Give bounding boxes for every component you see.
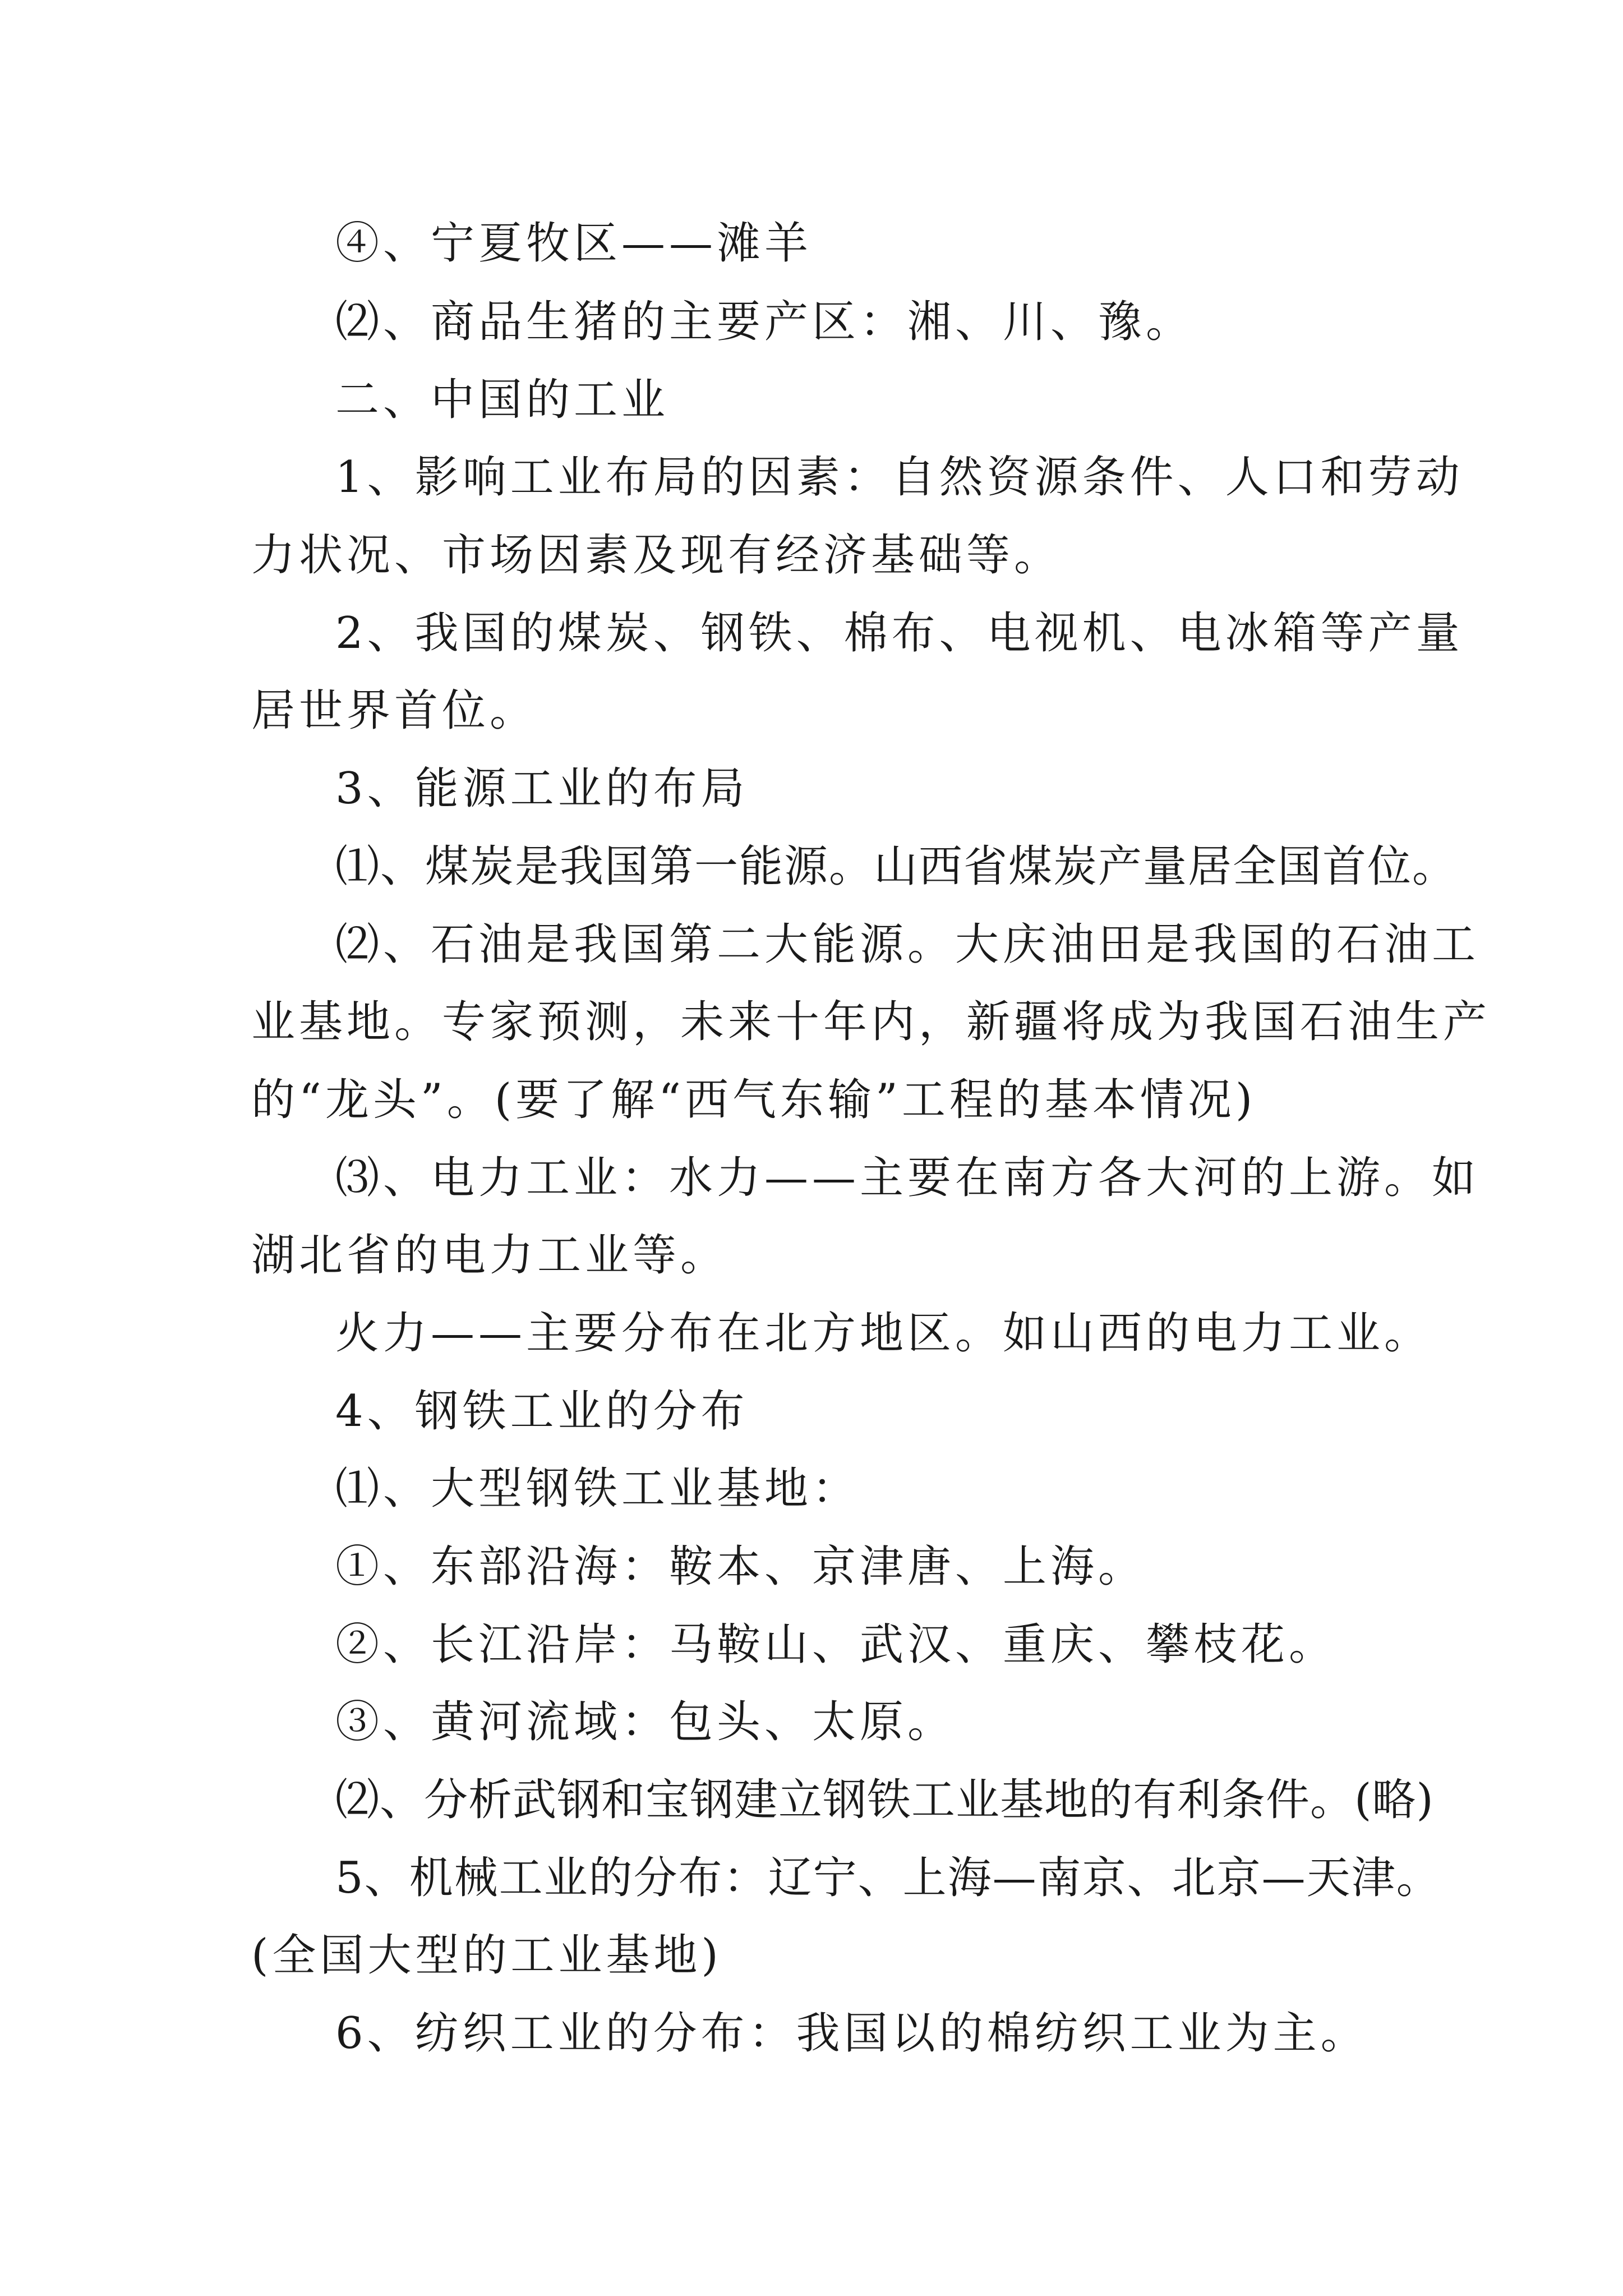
text-line: 5、机械工业的分布：辽宁、上海—南京、北京—天津。 [335,1853,1441,1903]
subsection-heading: 4、钢铁工业的分布 [335,1386,749,1437]
text-line: ⑵、分析武钢和宝钢建立钢铁工业基地的有利条件。(略) [335,1775,1434,1825]
text-line: 居世界首位。 [251,685,538,736]
text-line: 的“龙头”。(要了解“西气东输”工程的基本情况) [251,1075,1257,1125]
text-line: ⑶、电力工业：水力——主要在南方各大河的上游。如 [335,1153,1480,1203]
text-line: ①、东部沿海：鞍本、京津唐、上海。 [335,1542,1146,1592]
text-line: 业基地。专家预测，未来十年内，新疆将成为我国石油生产 [251,997,1491,1047]
text-line: (全国大型的工业基地) [251,1930,722,1981]
text-line: ②、长江沿岸：马鞍山、武汉、重庆、攀枝花。 [335,1619,1337,1670]
text-line: 6、纺织工业的分布：我国以的棉纺织工业为主。 [335,2008,1368,2059]
text-line: ⑵、商品生猪的主要产区：湘、川、豫。 [335,297,1194,347]
text-line: 2、我国的煤炭、钢铁、棉布、电视机、电冰箱等产量 [335,608,1464,659]
text-line: ③、黄河流域：包头、太原。 [335,1697,956,1747]
text-line: 1、影响工业布局的因素：自然资源条件、人口和劳动 [335,452,1464,503]
text-line: ⑵、石油是我国第二大能源。大庆油田是我国的石油工 [335,919,1480,970]
text-line: ⑴、大型钢铁工业基地： [335,1464,860,1514]
text-line: 火力——主要分布在北方地区。如山西的电力工业。 [335,1308,1432,1359]
text-line: ④、宁夏牧区——滩羊 [335,218,813,269]
text-line: 湖北省的电力工业等。 [251,1230,728,1281]
subsection-heading: 3、能源工业的布局 [335,763,749,814]
text-line: 力状况、市场因素及现有经济基础等。 [251,530,1062,581]
text-line: ⑴、煤炭是我国第一能源。山西省煤炭产量居全国首位。 [335,841,1458,892]
section-heading: 二、中国的工业 [335,375,670,425]
